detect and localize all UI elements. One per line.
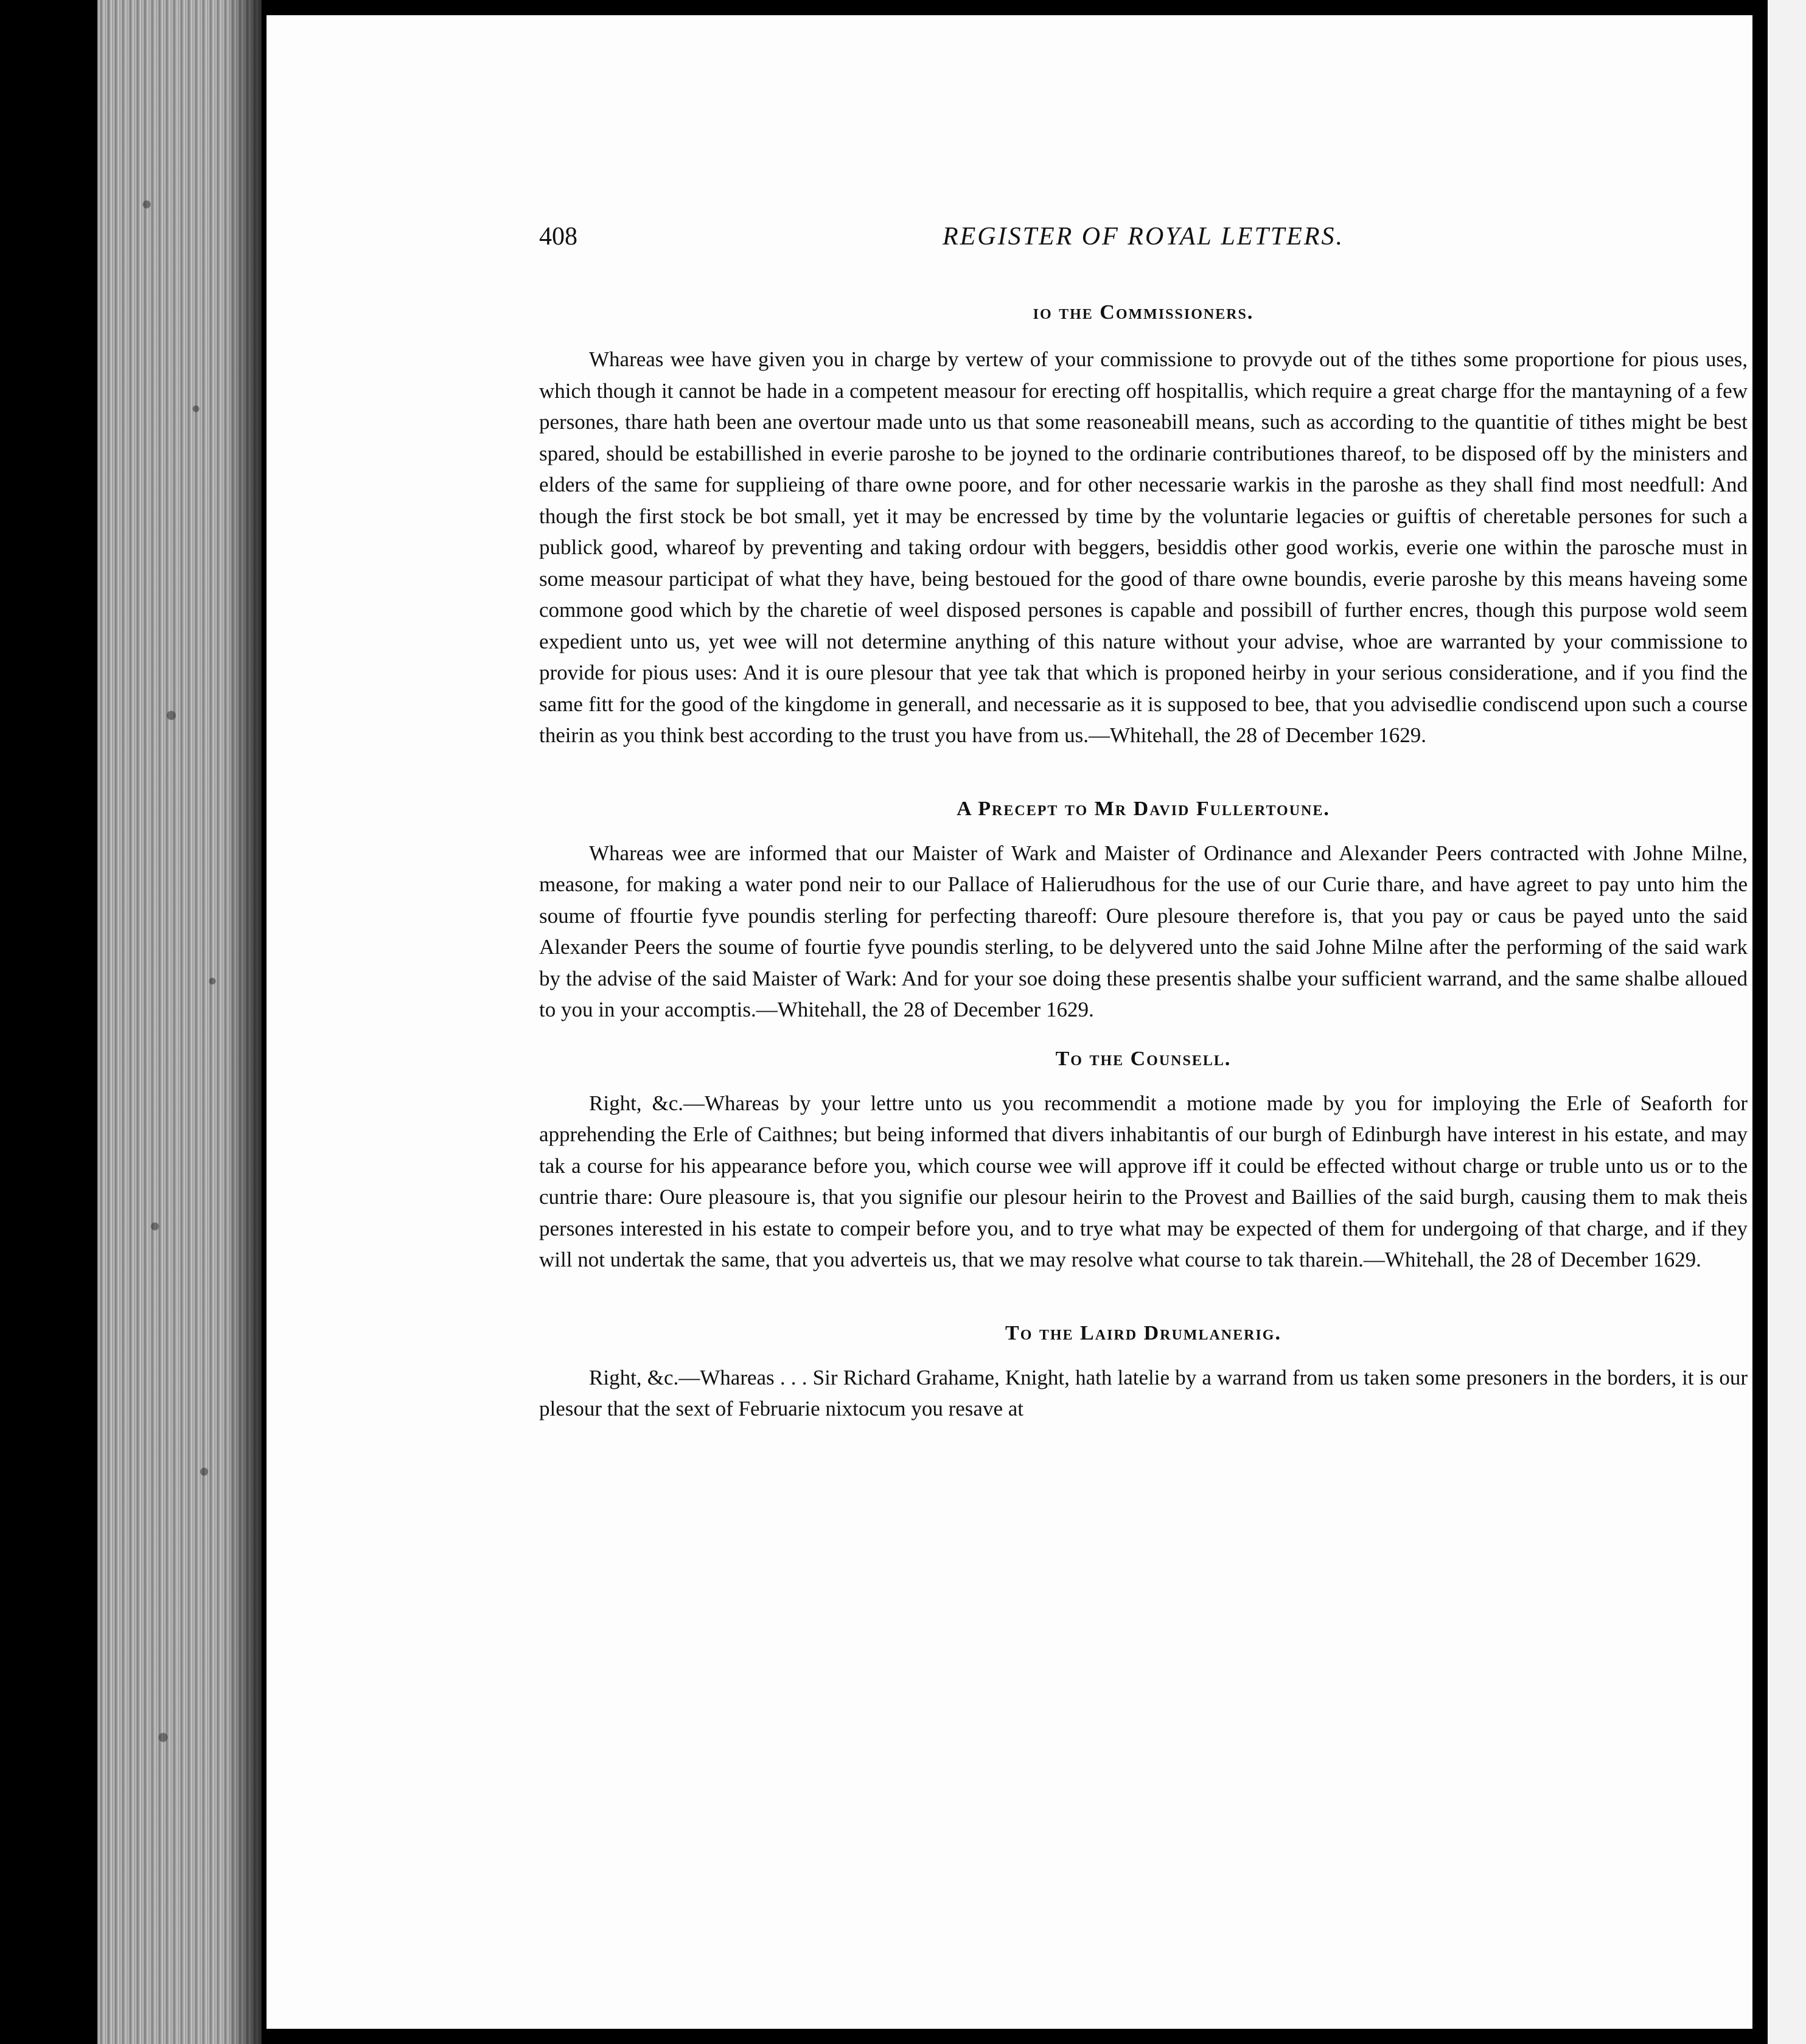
section-heading: ıo the Commissioners. <box>1033 301 1254 324</box>
page-gap <box>1752 0 1769 2044</box>
letter-text: Right, &c.—Whareas by your lettre unto us you recommendit a motione made by you for imploying the Erle of Seaforth for apprehending the Erle of Caithnes; but being informed that divers inhabitantis of our burgh of Edinburgh have interest in his estate, and may tak a course for his appearance before you, which course wee will approve iff it could be effected without charge or truble unto us or to the cuntrie thare: Oure pleasoure is, that you signifie our plesour heirin to the Provest and Baillies of the said burgh, causing them to mak theis persones interested in his estate to compeir before you, and to trye what may be expected of them for undergoing of that charge, and if they will not undertak the same, that you adverteis us, that we may resolve what course to tak tharein.—Whitehall, the 28 of December 1629. <box>539 1091 1748 1271</box>
letter-section <box>539 1048 1748 1276</box>
page-content <box>539 301 1748 1425</box>
letter-section <box>539 798 1748 1026</box>
letter-section <box>539 301 1748 751</box>
book-page <box>267 15 1752 2029</box>
letter-text: Right, &c.—Whareas . . . Sir Richard Grahame, Knight, hath latelie by a warrand from us taken some presoners in the borders, it is our plesour that the sext of Februarie nixtocum you resave at <box>539 1365 1748 1420</box>
adjacent-page-edge <box>1768 0 1806 2044</box>
letter-text: Whareas wee are informed that our Maister of Wark and Maister of Ordinance and Alexander Peers contracted with Johne Milne, measone, for making a water pond neir to our Pallace of Halierudhous for the use of our Curie thare, and have agreet to pay unto him the soume of ffourtie fyve poundis sterling for perfecting thareoff: Oure plesoure therefore is, that you pay or caus be payed unto the said Alexander Peers the soume of fourtie fyve poundis sterling, to be delyvered unto the said Johne Milne after the performing of the said wark by the advise of the said Maister of Wark: And for your soe doing these presentis shalbe your sufficient warrand, and the same shalbe alloued to you in your accomptis.—Whitehall, the 28 of December 1629. <box>539 841 1748 1021</box>
section-heading: To the Counsell. <box>1055 1047 1232 1070</box>
running-title: REGISTER OF ROYAL LETTERS. <box>943 223 1344 251</box>
section-heading: A Precept to Mr David Fullertoune. <box>957 797 1330 820</box>
letter-text: Whareas wee have given you in charge by vertew of your commissione to provyde out of the tithes some proportione for pious uses, which though it cannot be hade in a competent measour for erecting off hospitallis, which require a great charge ffor the mantayning of a few persones, thare hath been ane overtour made unto us that some reasoneabill means, such as according to the quantitie of tithes might be best spared, should be estabillished in everie paroshe to be joyned to the ordinarie contributiones thareof, to be disposed off by the ministers and elders of the same for supplieing of thare owne poore, and for other necessarie warkis in the paroshe as they shall find most needfull: And though the first stock be bot small, yet it may be encressed by time by the voluntarie legacies or guiftis of cheretable persones for such a publick good, whareof by preventing and taking ordour with beggers, besiddis other good workis, everie one within the parosche must in some measour participat of what they have, being bestoued for the good of thare owne boundis, everie paroshe by this means haveing some commone good which by the charetie of weel disposed persones is capable and possibill of further encres, though this purpose wold seem expedient unto us, yet wee will not determine anything of this nature without your advise, whoe are warranted by your commissione to provide for pious uses: And it is oure plesour that yee tak that which is proponed heirby in your serious consideratione, and if you find the same fitt for the good of the kingdome in generall, and necessarie as it is supposed to bee, that you advisedlie condiscend upon such a course theirin as you think best according to the trust you have from us.—Whitehall, the 28 of December 1629. <box>539 347 1748 747</box>
page-number: 408 <box>539 223 577 251</box>
running-head <box>539 222 1748 259</box>
letter-section <box>539 1322 1748 1425</box>
gutter-shadow <box>225 0 268 2044</box>
section-heading: To the Laird Drumlanerig. <box>1005 1321 1281 1344</box>
